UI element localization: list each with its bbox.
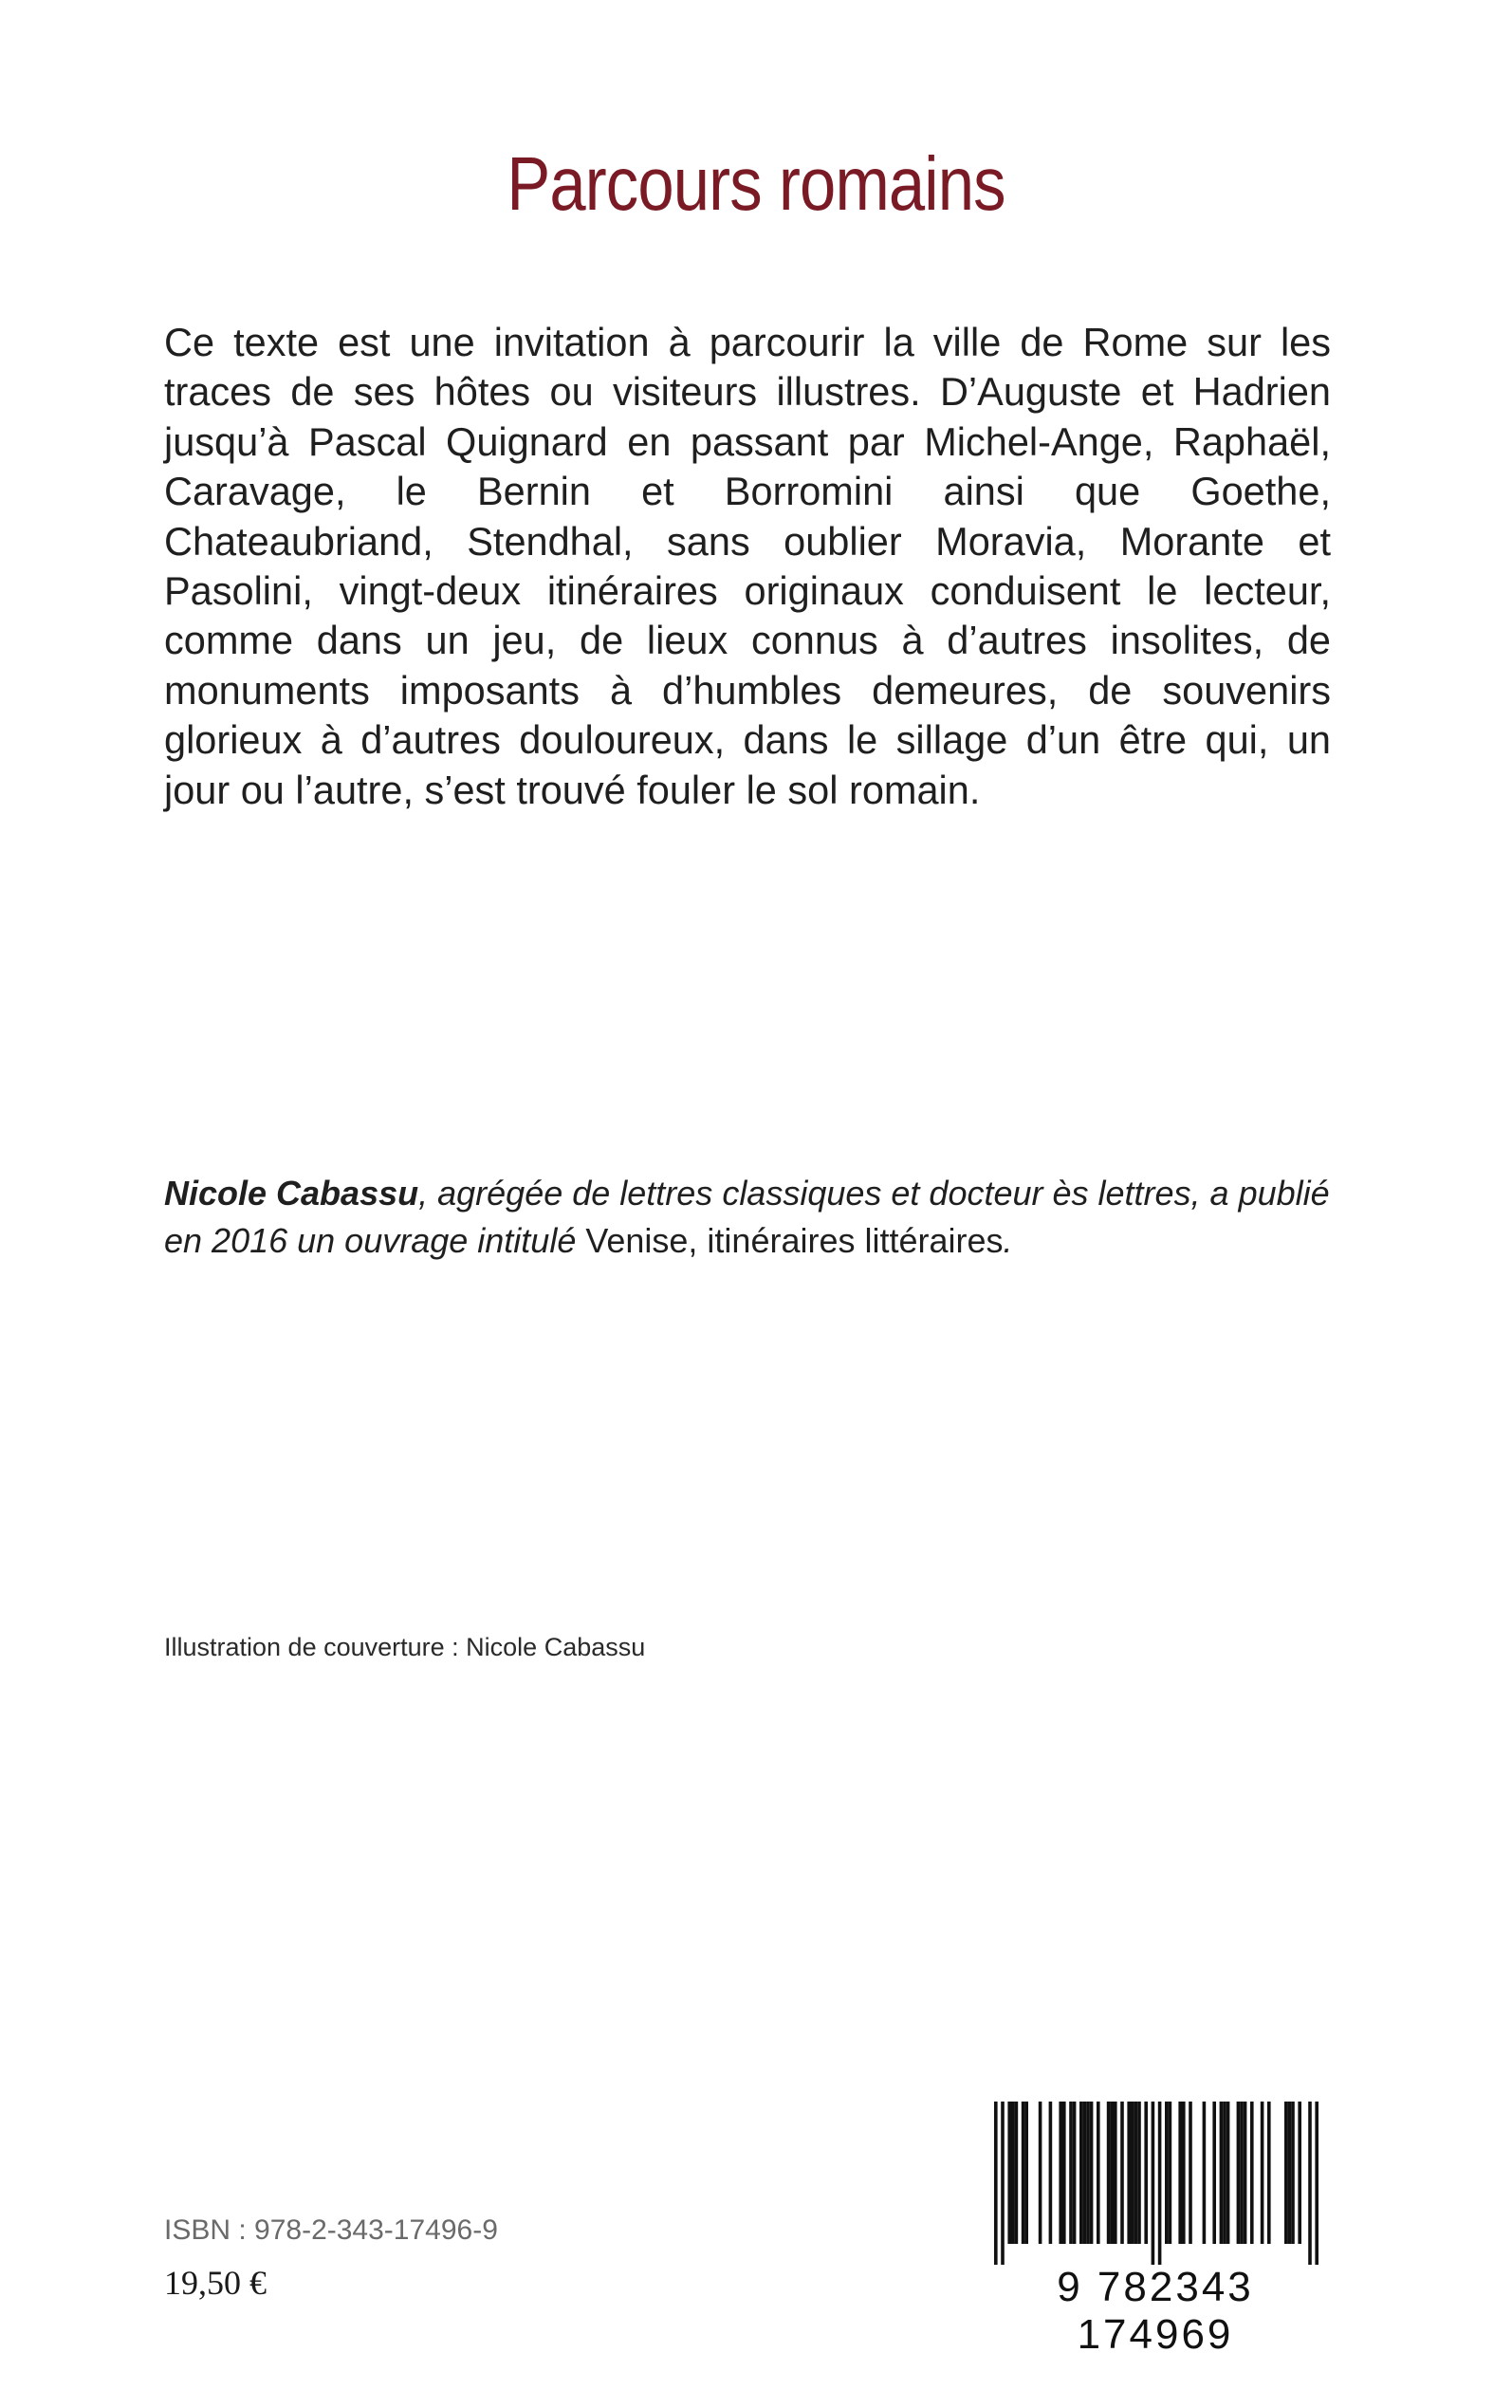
barcode-bar <box>1073 2102 1077 2244</box>
barcode-bar <box>1083 2102 1087 2244</box>
price-label: 19,50 € <box>164 2264 267 2302</box>
barcode-bar <box>1158 2102 1162 2265</box>
barcode-bar <box>1212 2102 1216 2244</box>
previous-book-title: Venise, itinéraires littéraires <box>585 1221 1004 1260</box>
barcode-bar <box>1137 2102 1141 2244</box>
barcode-bar <box>1250 2102 1254 2244</box>
illustration-credit: Illustration de couverture : Nicole Cabassu <box>164 1633 646 1661</box>
barcode-bar <box>1267 2102 1271 2244</box>
barcode-bar <box>1090 2102 1094 2244</box>
barcode-bar <box>1120 2102 1124 2244</box>
barcode-bar <box>1062 2102 1066 2244</box>
barcode-bar <box>1240 2102 1244 2244</box>
barcode-bar <box>1244 2102 1247 2244</box>
barcode-bar <box>1069 2102 1073 2244</box>
barcode-bar <box>1015 2102 1019 2244</box>
author-bio-end: . <box>1003 1221 1013 1260</box>
barcode-bar <box>1220 2102 1224 2244</box>
barcode-bar <box>994 2102 998 2265</box>
barcode-bar <box>1288 2102 1292 2244</box>
barcode-bar <box>1308 2102 1312 2265</box>
barcode-bar <box>1110 2102 1114 2244</box>
author-bio <box>164 1170 1331 1265</box>
barcode-bar <box>1134 2102 1138 2244</box>
barcode-bar <box>1189 2102 1192 2244</box>
barcode-bar <box>1024 2102 1028 2244</box>
barcode-bar <box>1261 2102 1264 2244</box>
barcode-bar <box>1007 2102 1011 2244</box>
barcode-digits: 9 782343 174969 <box>1057 2264 1254 2358</box>
barcode-bar <box>1182 2102 1186 2244</box>
barcode-bar <box>1169 2102 1172 2244</box>
barcode-bar <box>1226 2102 1230 2244</box>
barcode-bar <box>1059 2102 1062 2244</box>
barcode-bar <box>1114 2102 1117 2244</box>
barcode-bar <box>1086 2102 1090 2244</box>
barcode-bar <box>1178 2102 1182 2244</box>
barcode-bar <box>1237 2102 1241 2244</box>
barcode-bars <box>975 2102 1336 2268</box>
barcode-bar <box>1298 2102 1301 2244</box>
barcode-bar <box>1284 2102 1288 2244</box>
barcode-bar <box>1127 2102 1131 2244</box>
author-name: Nicole Cabassu <box>164 1174 419 1213</box>
barcode-bar <box>1039 2102 1042 2244</box>
barcode-bar <box>1011 2102 1015 2244</box>
barcode-bar <box>1107 2102 1111 2244</box>
barcode-bar <box>1203 2102 1207 2244</box>
back-cover-blurb: Ce texte est une invitation à parcourir la ville de Rome sur les traces de ses hôtes ou visiteurs illustres. D’Auguste et Hadrien jusqu’à Pascal Quignard en passant par Michel-Ange, Raphaël, Caravage, le Bernin et Borromini ainsi que Goethe, Chateaubriand, Stendhal, sans oublier Moravia, Morante et Pasolini, vingt-deux itinéraires originaux conduisent le lecteur, comme dans un jeu, de lieux connus à d’autres insolites, de monuments imposants à d’humbles demeures, de souvenirs glorieux à d’autres douloureux, dans le sillage d’un être qui, un jour ou l’autre, s’est trouvé fouler le sol romain. <box>164 320 1331 812</box>
barcode-bar <box>1223 2102 1226 2244</box>
barcode-bar <box>1165 2102 1169 2244</box>
barcode-bar <box>1097 2102 1100 2244</box>
barcode-bar <box>1049 2102 1053 2244</box>
barcode-bar <box>1022 2102 1025 2244</box>
barcode-bar <box>1079 2102 1083 2244</box>
barcode-bar <box>1144 2102 1148 2244</box>
book-title: Parcours romains <box>507 141 1005 226</box>
isbn-label: ISBN : 978-2-343-17496-9 <box>164 2214 498 2246</box>
author-bio-text: , agrégée de lettres classiques et docteur ès lettres, a publié en 2016 un ouvrage intitulé <box>164 1174 1330 1260</box>
barcode-bar <box>1291 2102 1295 2244</box>
barcode <box>975 2102 1336 2358</box>
barcode-bar <box>1152 2102 1155 2265</box>
barcode-bar <box>1315 2102 1318 2265</box>
barcode-bar <box>1001 2102 1005 2265</box>
barcode-bar <box>1131 2102 1134 2244</box>
